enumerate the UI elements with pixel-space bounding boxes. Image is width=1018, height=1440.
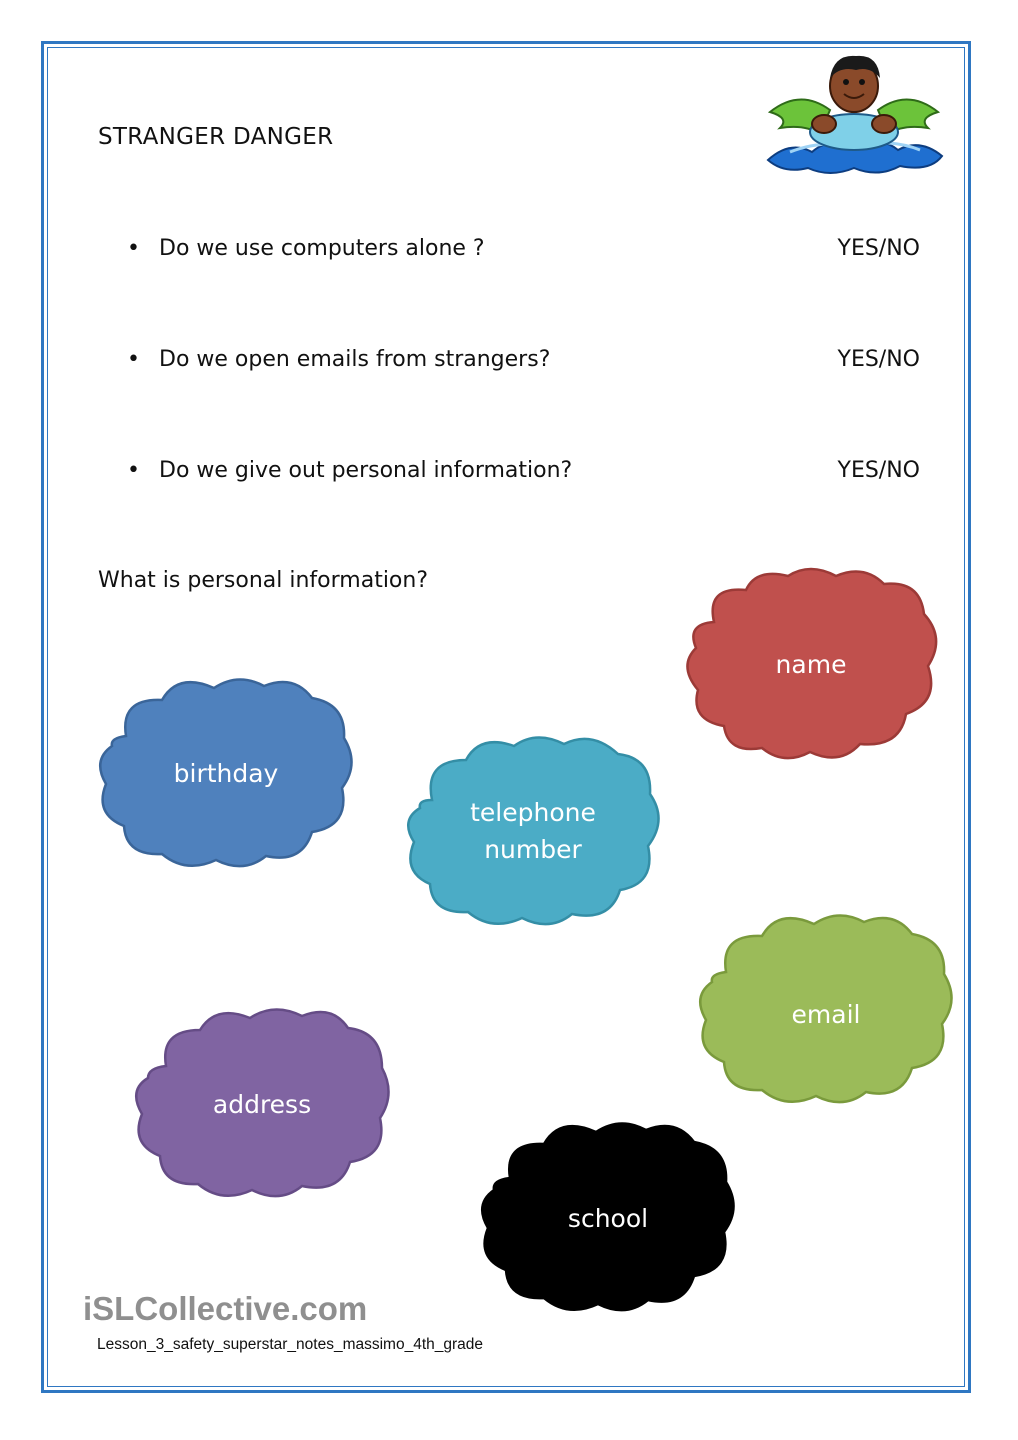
cloud-label (406, 734, 676, 928)
section-subtitle: What is personal information? (98, 568, 429, 593)
question-text: Do we give out personal information? (159, 458, 573, 483)
footer-text: Lesson_3_safety_superstar_notes_massimo_4th_grade (97, 1336, 484, 1353)
cloud-label: birthday (173, 758, 279, 788)
question-row (127, 458, 927, 488)
question-text: Do we open emails from strangers? (159, 347, 551, 372)
yes-no-answer[interactable]: YES/NO (837, 347, 920, 372)
cloud-address (134, 1006, 390, 1202)
cloud-telephone-number (406, 734, 660, 928)
watermark: iSLCollective.com (83, 1290, 368, 1327)
question-text: Do we use computers alone ? (159, 236, 485, 261)
cloud-label-line: number (484, 835, 582, 864)
question-row (127, 347, 927, 377)
cloud-email (698, 912, 954, 1108)
cloud-school (480, 1120, 736, 1316)
cloud-label: name (775, 649, 847, 679)
boy-swimmer-icon (760, 48, 948, 176)
cloud-birthday (98, 676, 354, 870)
yes-no-answer[interactable]: YES/NO (837, 458, 920, 483)
cloud-name (684, 566, 938, 762)
bullet: • (127, 347, 140, 372)
cloud-label: address (212, 1089, 312, 1119)
yes-no-answer[interactable]: YES/NO (837, 236, 920, 261)
cloud-label: email (791, 999, 861, 1029)
worksheet-title: STRANGER DANGER (98, 124, 334, 150)
bullet: • (127, 236, 140, 261)
question-row (127, 236, 927, 266)
cloud-label: school (567, 1203, 649, 1233)
bullet: • (127, 458, 140, 483)
cloud-label-line: telephone (470, 798, 596, 827)
